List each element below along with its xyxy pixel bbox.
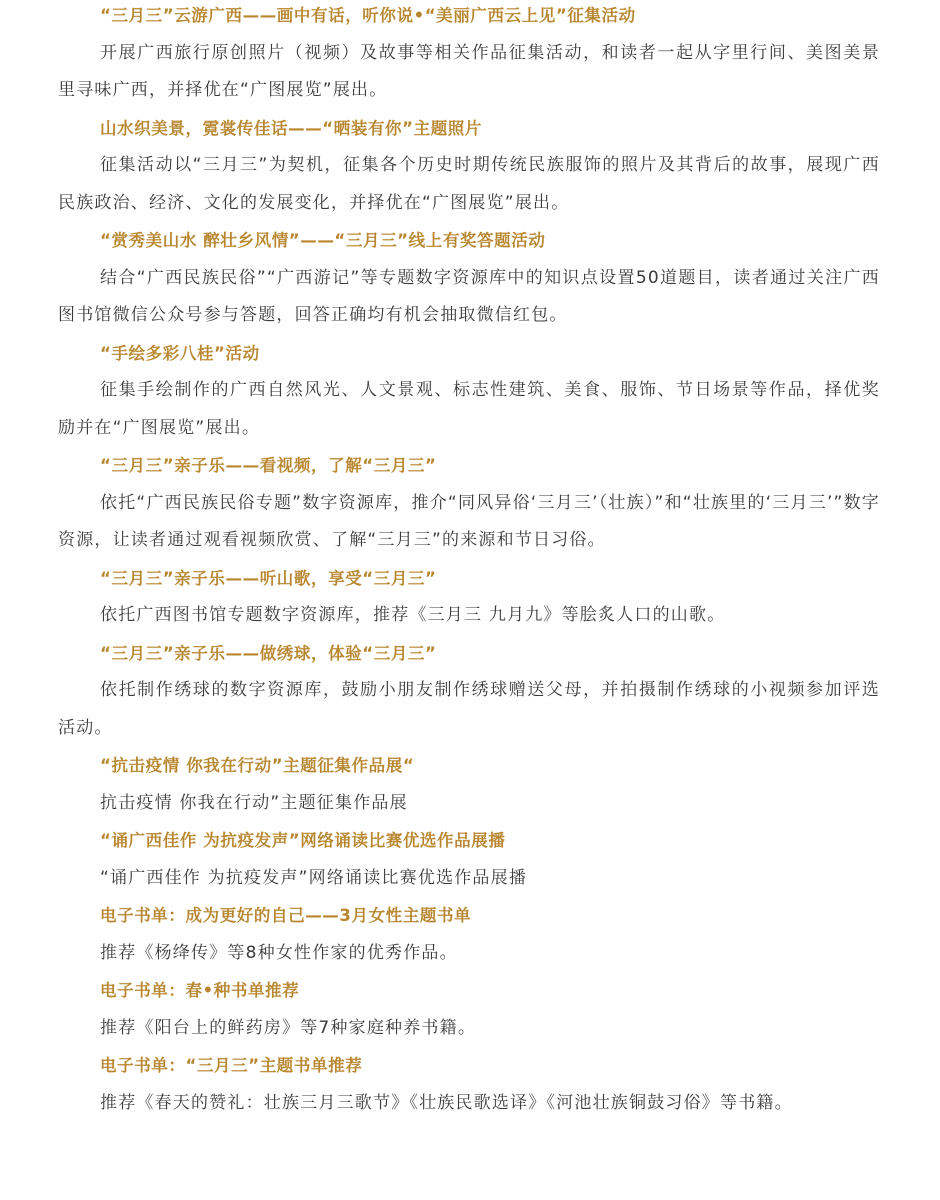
section-quiz	[58, 222, 880, 335]
section-booklist-women	[58, 897, 880, 972]
section-title: “三月三”云游广西——画中有话，听你说•“美丽广西云上见”征集活动	[100, 6, 636, 25]
section-body: 开展广西旅行原创照片（视频）及故事等相关作品征集活动，和读者一起从字里行间、美图美景里寻味广西，并择优在“广图展览”展出。	[58, 42, 880, 100]
section-antiepidemic-exhibit	[58, 747, 880, 822]
article-content	[58, 0, 880, 1122]
section-title: “三月三”亲子乐——看视频，了解“三月三”	[100, 456, 437, 475]
section-title: “赏秀美山水 醉壮乡风情”——“三月三”线上有奖答题活动	[100, 231, 546, 250]
section-title: “手绘多彩八桂”活动	[100, 343, 260, 363]
section-title: 电子书单：“三月三”主题书单推荐	[100, 1056, 363, 1075]
section-body: 结合“广西民族民俗”“广西游记”等专题数字资源库中的知识点设置50道题目，读者通过关注广西图书馆微信公众号参与答题，回答正确均有机会抽取微信红包。	[58, 267, 880, 325]
section-booklist-sanyuesan	[58, 1047, 880, 1122]
section-title: “三月三”亲子乐——听山歌，享受“三月三”	[100, 568, 437, 588]
section-title: “三月三”亲子乐——做绣球，体验“三月三”	[100, 643, 437, 663]
section-video	[58, 447, 880, 560]
section-body: 征集活动以“三月三”为契机，征集各个历史时期传统民族服饰的照片及其背后的故事，展现广西民族政治、经济、文化的发展变化，并择优在“广图展览”展出。	[58, 155, 880, 213]
section-recitation	[58, 822, 880, 897]
section-body: “诵广西佳作 为抗疫发声”网络诵读比赛优选作品展播	[100, 867, 528, 888]
section-booklist-spring	[58, 972, 880, 1047]
section-folksong	[58, 560, 880, 635]
section-body: 征集手绘制作的广西自然风光、人文景观、标志性建筑、美食、服饰、节日场景等作品，择优奖励并在“广图展览”展出。	[58, 380, 880, 438]
section-body: 依托制作绣球的数字资源库，鼓励小朋友制作绣球赠送父母，并拍摄制作绣球的小视频参加评选活动。	[58, 680, 880, 738]
section-shaizhuang	[58, 110, 880, 223]
section-yunyou	[58, 0, 880, 110]
section-embroidered-ball	[58, 635, 880, 748]
section-body: 依托广西图书馆专题数字资源库，推荐《三月三 九月九》等脍炙人口的山歌。	[100, 605, 726, 625]
section-body: 推荐《春天的赞礼：壮族三月三歌节》《壮族民歌选译》《河池壮族铜鼓习俗》等书籍。	[100, 1092, 793, 1113]
section-body: 推荐《杨绛传》等8种女性作家的优秀作品。	[100, 942, 458, 963]
section-title: 电子书单：春•种书单推荐	[100, 981, 300, 1000]
section-title: 电子书单：成为更好的自己——3月女性主题书单	[100, 906, 472, 925]
section-handpaint	[58, 335, 880, 448]
section-body: 依托“广西民族民俗专题”数字资源库，推介“同风异俗‘三月三’（壮族）”和“壮族里的‘三月三’”数字资源，让读者通过观看视频欣赏、了解“三月三”的来源和节日习俗。	[58, 492, 880, 550]
section-title: 山水织美景，霓裳传佳话——“晒装有你”主题照片	[100, 118, 482, 138]
section-title: “抗击疫情 你我在行动”主题征集作品展“	[100, 756, 415, 775]
section-title: “诵广西佳作 为抗疫发声”网络诵读比赛优选作品展播	[100, 831, 506, 850]
section-body: 推荐《阳台上的鲜药房》等7种家庭种养书籍。	[100, 1017, 477, 1038]
section-body: 抗击疫情 你我在行动”主题征集作品展	[100, 792, 408, 813]
